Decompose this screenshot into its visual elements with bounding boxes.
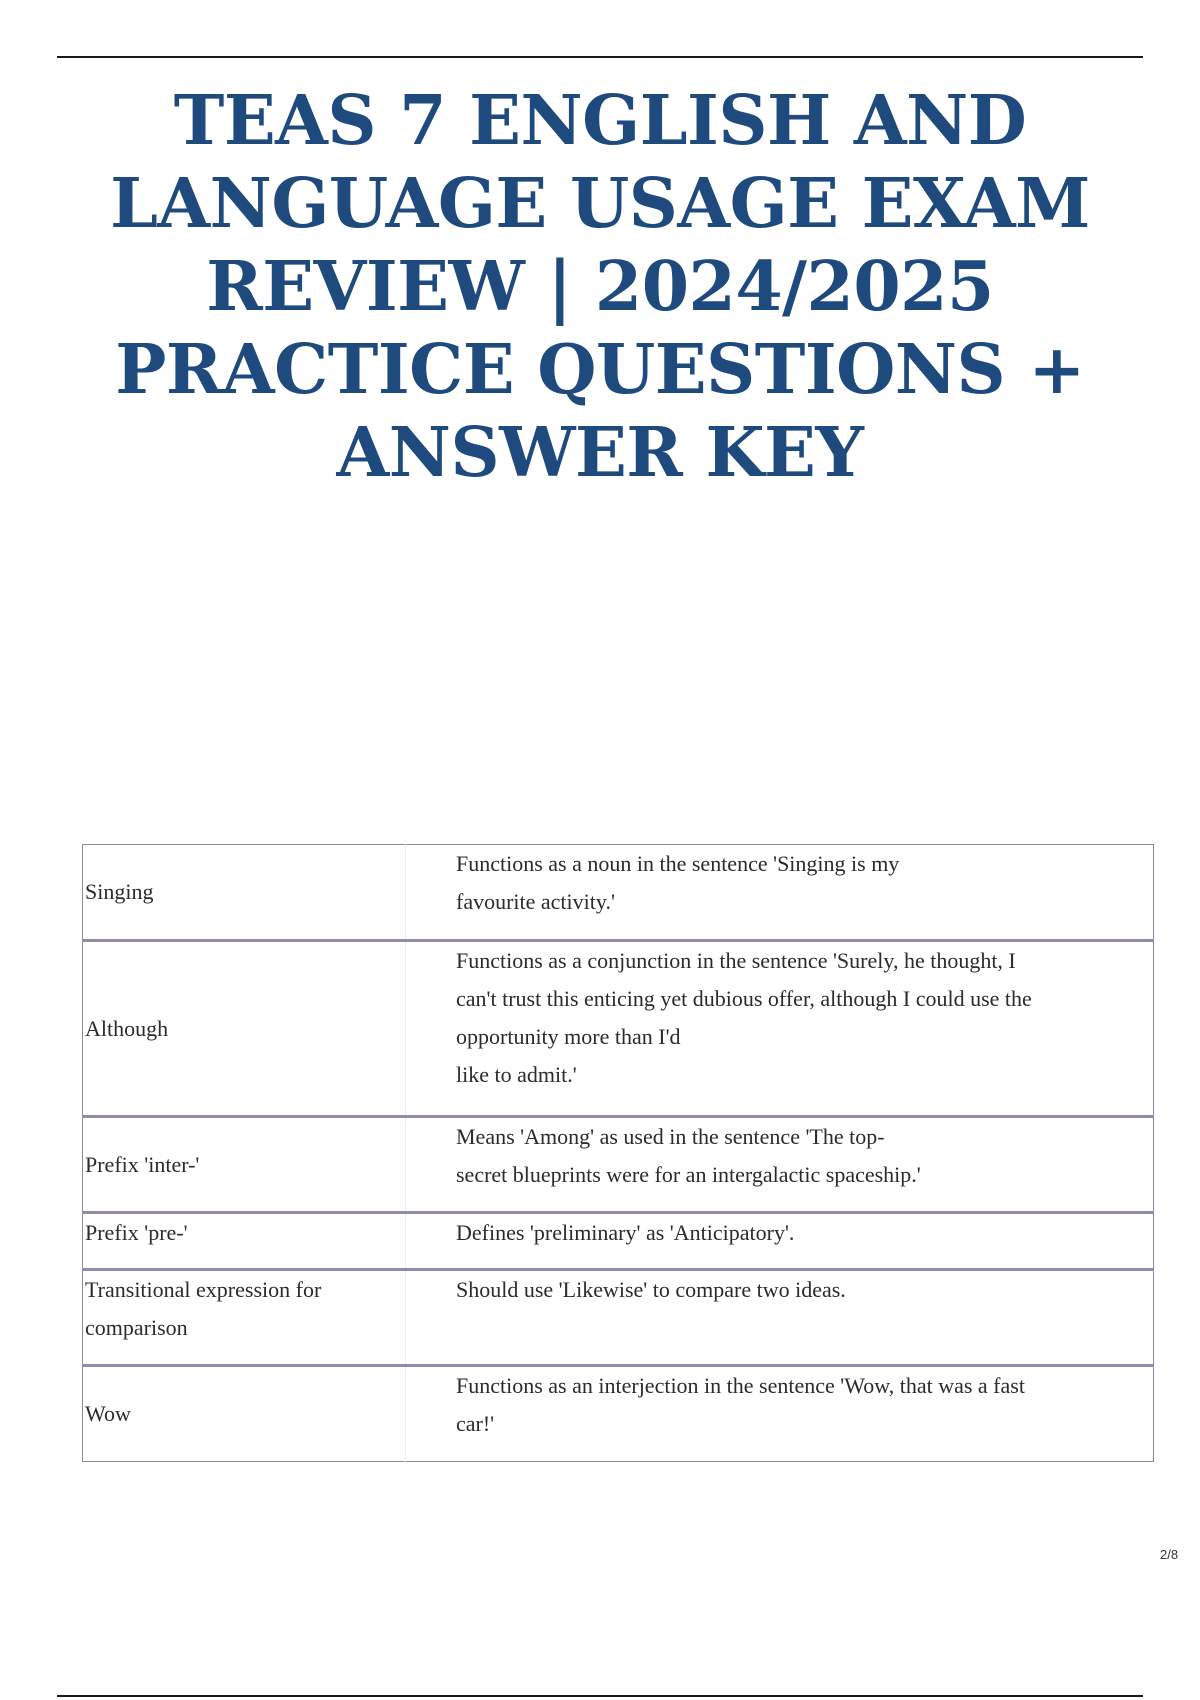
term-cell: [83, 1366, 406, 1462]
definition-cell: [406, 941, 1154, 1117]
definition-line: Defines 'preliminary' as 'Anticipatory'.: [456, 1220, 795, 1245]
term-text: Wow: [85, 1401, 131, 1426]
definition-line: opportunity more than I'd: [456, 1024, 681, 1049]
definition-cell: [406, 1117, 1154, 1213]
page-number: 2/8: [1160, 1547, 1179, 1562]
term-text: Singing: [85, 879, 154, 904]
definition-line: Functions as a conjunction in the sentence 'Surely, he thought, I: [456, 948, 1016, 973]
term-text: Although: [85, 1015, 169, 1041]
definition-line: Means 'Among' as used in the sentence 'The top-: [456, 1124, 885, 1149]
definition-cell: [406, 1270, 1154, 1366]
term-text: Prefix 'inter-': [85, 1151, 200, 1177]
term-definition-table: [82, 844, 1154, 1462]
table-row: [83, 1213, 1154, 1270]
term-cell: [83, 1270, 406, 1366]
table-row: [83, 941, 1154, 1117]
term-text: comparison: [85, 1315, 188, 1340]
definition-cell: [406, 1366, 1154, 1462]
definition-line: can't trust this enticing yet dubious offer, although I could use the: [456, 986, 1032, 1011]
table-row: [83, 845, 1154, 941]
definition-cell: [406, 845, 1154, 941]
term-cell: [83, 1213, 406, 1270]
definition-line: Should use 'Likewise' to compare two ideas.: [456, 1277, 846, 1302]
title-line: PRACTICE QUESTIONS +: [115, 330, 1085, 410]
term-text: Transitional expression for: [85, 1277, 322, 1302]
term-cell: [83, 1117, 406, 1213]
page-title: [60, 80, 1140, 495]
definition-cell: [406, 1213, 1154, 1270]
definition-line: secret blueprints were for an intergalactic spaceship.': [456, 1162, 921, 1187]
term-cell: [83, 941, 406, 1117]
definition-line: Functions as an interjection in the sentence 'Wow, that was a fast: [456, 1373, 1025, 1398]
title-line: ANSWER KEY: [336, 413, 864, 493]
term-text: Prefix 'pre-': [85, 1220, 188, 1245]
definition-line: Functions as a noun in the sentence 'Singing is my: [456, 851, 900, 876]
title-line: REVIEW | 2024/2025: [206, 247, 994, 327]
top-rule: [57, 56, 1143, 58]
definition-line: favourite activity.': [456, 889, 615, 914]
definition-line: like to admit.': [456, 1062, 577, 1087]
table-row: [83, 1366, 1154, 1462]
term-cell: [83, 845, 406, 941]
bottom-rule: [57, 1695, 1143, 1697]
title-line: LANGUAGE USAGE EXAM: [110, 164, 1090, 244]
definition-line: car!': [456, 1411, 495, 1436]
table-row: [83, 1117, 1154, 1213]
table-row: [83, 1270, 1154, 1366]
title-line: TEAS 7 ENGLISH AND: [173, 81, 1027, 161]
